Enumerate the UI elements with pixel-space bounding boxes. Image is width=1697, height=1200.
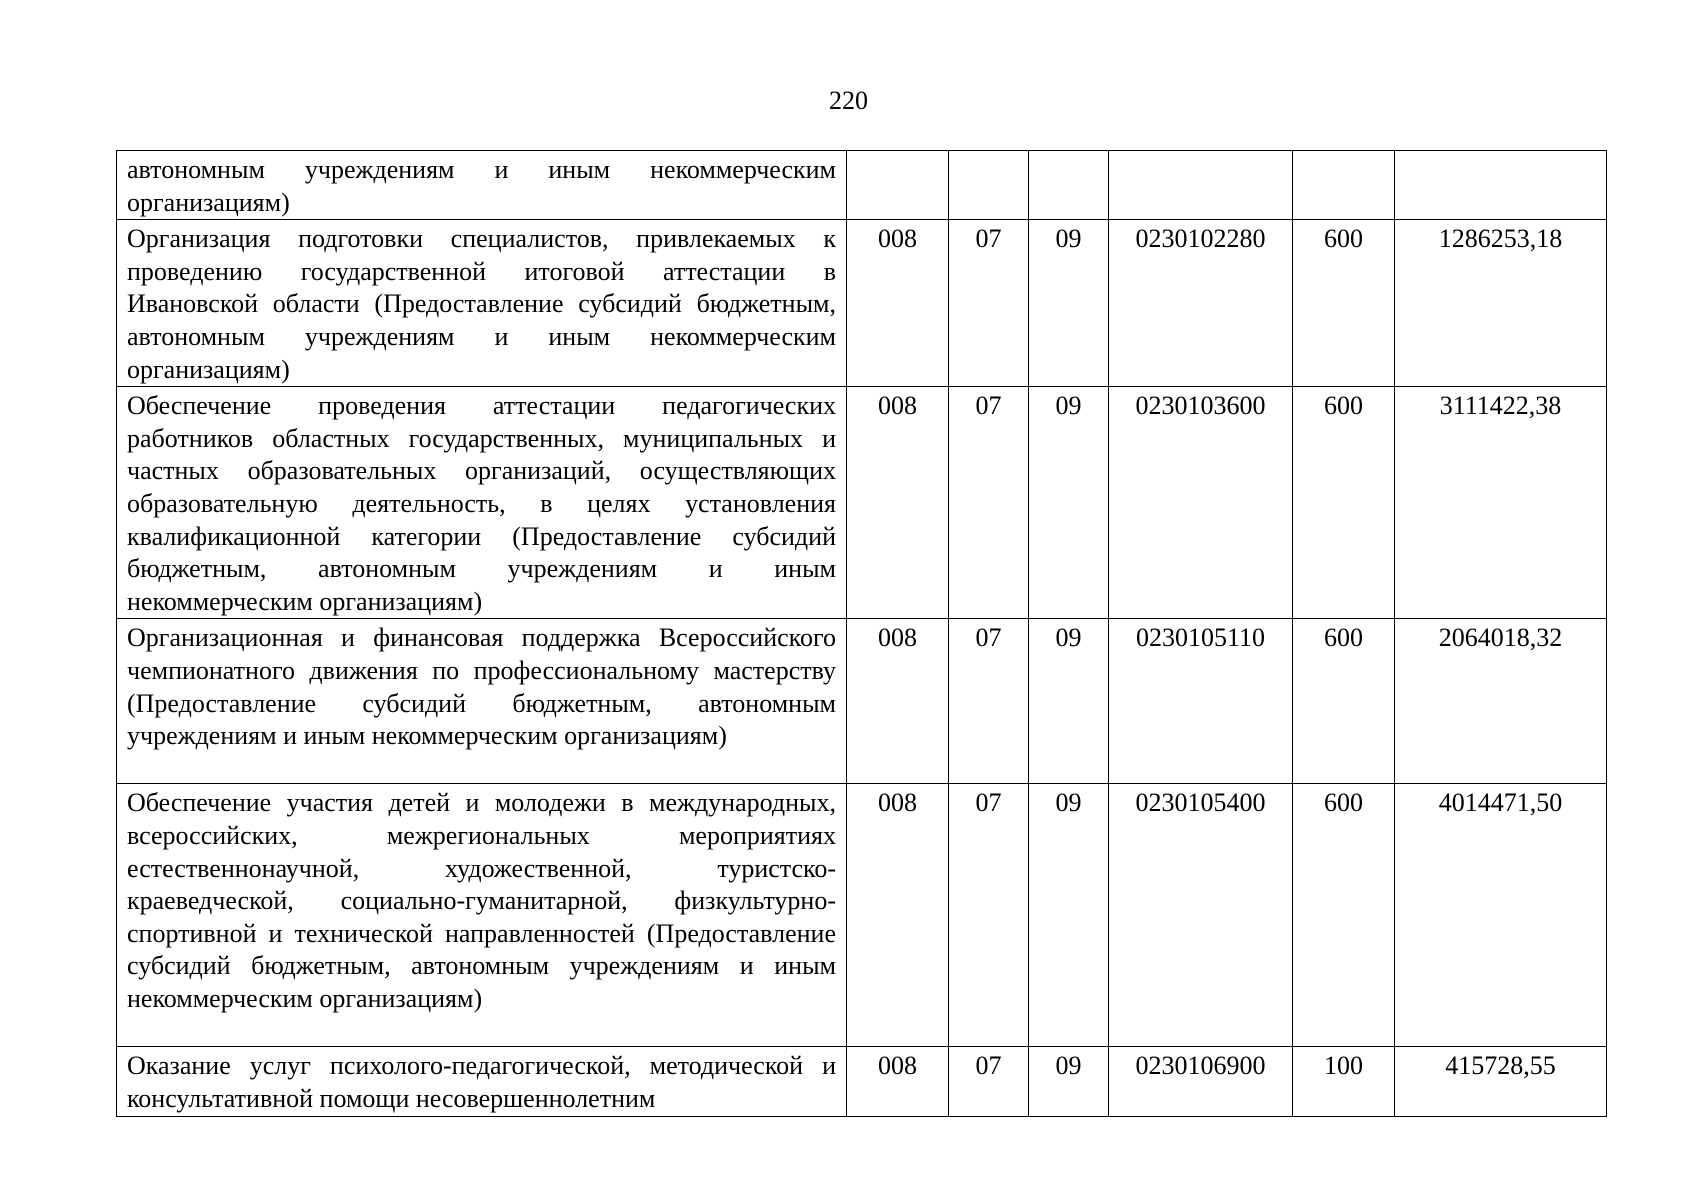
row-section-code: 07 [949,1047,1029,1116]
row-ved-code: 008 [847,784,949,1047]
row-expense-type-code: 600 [1293,387,1395,619]
row-section-code: 07 [949,619,1029,784]
row-expense-type-code: 600 [1293,784,1395,1047]
row-section-code: 07 [949,387,1029,619]
row-subsection-code: 09 [1029,387,1109,619]
row-sum: 3111422,38 [1395,387,1607,619]
row-subsection-code: 09 [1029,619,1109,784]
row-subsection-code [1029,151,1109,220]
row-description: Обеспечение участия детей и молодежи в международных, всероссийских, межрегиональных мероприятиях естественнонаучной, художественной, туристско-краеведческой, социально-гуманитарной, физкультурно-спортивной и технической направленностей (Предоставление субсидий бюджетным, автономным учреждениям и иным некоммерческим организациям) [117,784,847,1047]
table-row [117,784,1607,1047]
row-section-code: 07 [949,220,1029,387]
row-section-code [949,151,1029,220]
row-target-article-code: 0230103600 [1109,387,1293,619]
table-row [117,619,1607,784]
row-sum: 415728,55 [1395,1047,1607,1116]
row-description: Организационная и финансовая поддержка Всероссийского чемпионатного движения по профессиональному мастерству (Предоставление субсидий бюджетным, автономным учреждениям и иным некоммерческим организациям) [117,619,847,784]
row-description: Оказание услуг психолого-педагогической, методической и консультативной помощи несовершеннолетним [117,1047,847,1116]
budget-table [116,150,1607,1117]
row-ved-code [847,151,949,220]
page-number: 220 [829,86,868,115]
row-target-article-code: 0230105110 [1109,619,1293,784]
row-sum: 4014471,50 [1395,784,1607,1047]
row-ved-code: 008 [847,619,949,784]
row-target-article-code: 0230106900 [1109,1047,1293,1116]
row-target-article-code [1109,151,1293,220]
row-sum: 2064018,32 [1395,619,1607,784]
row-expense-type-code: 600 [1293,619,1395,784]
row-subsection-code: 09 [1029,1047,1109,1116]
row-subsection-code: 09 [1029,784,1109,1047]
row-ved-code: 008 [847,220,949,387]
table-row [117,151,1607,220]
table-row [117,387,1607,619]
row-target-article-code: 0230105400 [1109,784,1293,1047]
row-sum: 1286253,18 [1395,220,1607,387]
row-expense-type-code: 100 [1293,1047,1395,1116]
row-subsection-code: 09 [1029,220,1109,387]
row-target-article-code: 0230102280 [1109,220,1293,387]
row-ved-code: 008 [847,387,949,619]
table-row [117,220,1607,387]
row-expense-type-code [1293,151,1395,220]
row-section-code: 07 [949,784,1029,1047]
table-row [117,1047,1607,1116]
row-sum [1395,151,1607,220]
row-ved-code: 008 [847,1047,949,1116]
row-description: автономным учреждениям и иным некоммерческим организациям) [117,151,847,220]
row-description: Организация подготовки специалистов, привлекаемых к проведению государственной итоговой аттестации в Ивановской области (Предоставление субсидий бюджетным, автономным учреждениям и иным некоммерческим организациям) [117,220,847,387]
row-description: Обеспечение проведения аттестации педагогических работников областных государственных, муниципальных и частных образовательных организаций, осуществляющих образовательную деятельность, в целях установления квалификационной категории (Предоставление субсидий бюджетным, автономным учреждениям и иным некоммерческим организациям) [117,387,847,619]
row-expense-type-code: 600 [1293,220,1395,387]
